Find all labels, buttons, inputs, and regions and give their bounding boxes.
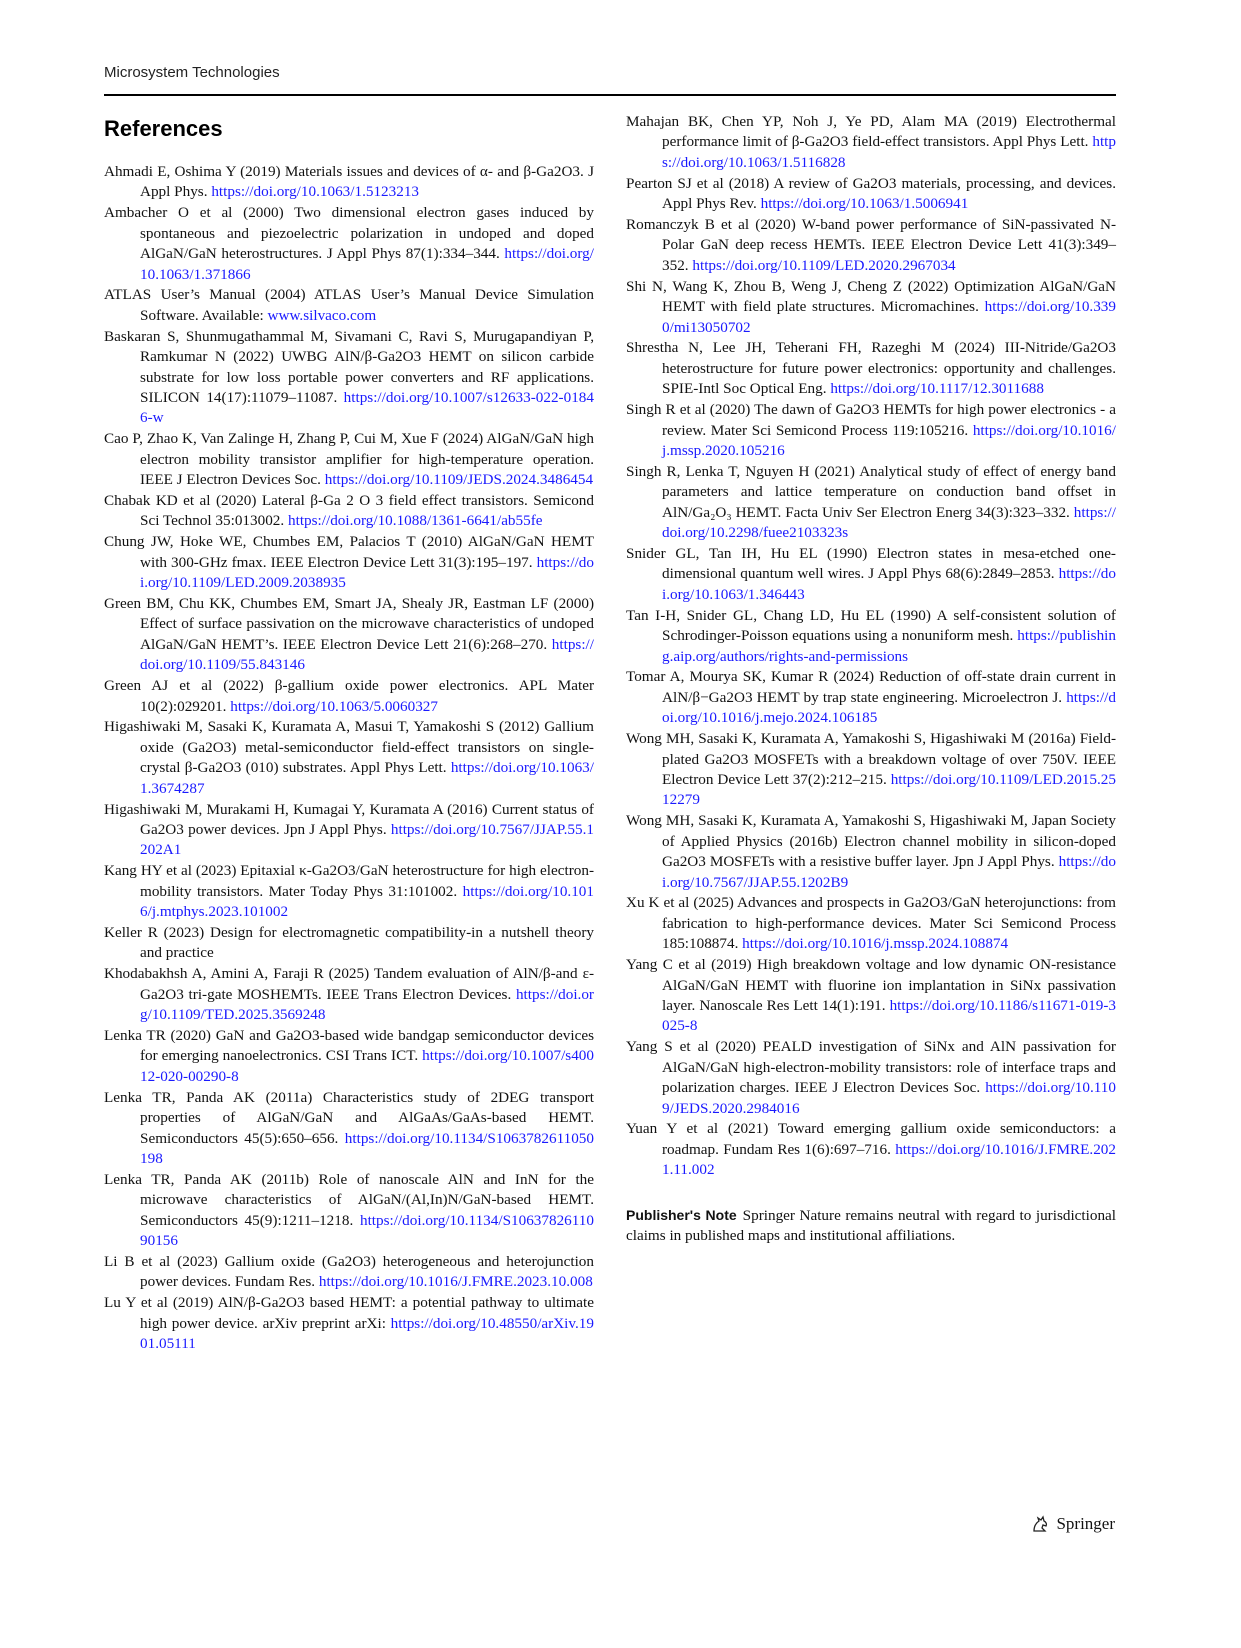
reference-text: Chung JW, Hoke WE, Chumbes EM, Palacios T (2010) AlGaN/GaN HEMT with 300-GHz fmax. IEEE Electron Device Lett 31(3):195–197.: [104, 533, 594, 571]
reference-link[interactable]: https://doi.org/10.1134/S1063782611050198: [140, 1129, 594, 1167]
reference-item: [104, 1088, 594, 1170]
reference-text: Wong MH, Sasaki K, Kuramata A, Yamakoshi S, Higashiwaki M (2016a) Field-plated Ga2O3 MOSFETs with a breakdown voltage of over 750V. IEEE Electron Device Lett 37(2):212–215.: [626, 730, 1116, 788]
reference-item: [626, 544, 1116, 605]
reference-item: [626, 667, 1116, 728]
reference-link[interactable]: https://doi.org/10.1063/1.5006941: [760, 195, 969, 213]
reference-text: ATLAS User’s Manual (2004) ATLAS User’s Manual Device Simulation Software. Available:: [104, 286, 594, 324]
reference-text: Singh R et al (2020) The dawn of Ga2O3 HEMTs for high power electronics - a review. Mater Sci Semicond Process 119:105216.: [626, 401, 1116, 439]
reference-link[interactable]: https://doi.org/10.1016/j.mejo.2024.106185: [662, 688, 1116, 727]
reference-item: [626, 400, 1116, 461]
reference-text: Lu Y et al (2019) AlN/β-Ga2O3 based HEMT: a potential pathway to ultimate high power device. arXiv preprint arXi:: [104, 1294, 594, 1332]
reference-item: [626, 462, 1116, 544]
reference-link[interactable]: https://doi.org/10.1007/s12633-022-01846-w: [140, 388, 594, 427]
reference-item: [626, 811, 1116, 893]
reference-item: [104, 1293, 594, 1354]
reference-item: [104, 800, 594, 861]
reference-item: [626, 215, 1116, 276]
reference-link[interactable]: https://doi.org/10.1109/JEDS.2020.2984016: [662, 1079, 1116, 1117]
reference-item: [104, 861, 594, 922]
reference-item: [626, 955, 1116, 1037]
reference-item: [104, 327, 594, 429]
reference-text: Keller R (2023) Design for electromagnetic compatibility-in a nutshell theory and practice: [104, 924, 594, 962]
reference-text: Shi N, Wang K, Zhou B, Weng J, Cheng Z (2022) Optimization AlGaN/GaN HEMT with field plate structures. Micromachines.: [626, 277, 1116, 316]
reference-item: [626, 606, 1116, 667]
reference-item: [626, 893, 1116, 954]
reference-text: Khodabakhsh A, Amini A, Faraji R (2025) Tandem evaluation of AlN/β-and ε-Ga2O3 tri-gate MOSHEMTs. IEEE Trans Electron Devices.: [104, 965, 594, 1003]
reference-item: [626, 174, 1116, 215]
reference-text: Baskaran S, Shunmugathammal M, Sivamani C, Ravi S, Murugapandiyan P, Ramkumar N (2022) UWBG AlN/β-Ga2O3 HEMT on silicon carbide substrate for low loss portable power converters and RF applications. SILICON 14(17):11079–11087.: [104, 327, 594, 406]
reference-link[interactable]: https://doi.org/10.1063/1.346443: [662, 565, 1116, 603]
reference-link[interactable]: https://doi.org/10.1109/TED.2025.3569248: [140, 985, 594, 1024]
reference-link[interactable]: https://doi.org/10.1016/j.mssp.2020.105216: [662, 421, 1116, 459]
reference-text: Tan I-H, Snider GL, Chang LD, Hu EL (1990) A self-consistent solution of Schrodinger-Poisson equations using a nonuniform mesh.: [626, 606, 1116, 645]
reference-text: Shrestha N, Lee JH, Teherani FH, Razeghi M (2024) III-Nitride/Ga2O3 heterostructure for future power electronics: opportunity and challenges. SPIE-Intl Soc Optical Eng.: [626, 339, 1116, 398]
references-column-left: [104, 112, 594, 1355]
reference-item: [104, 594, 594, 676]
reference-text: Ahmadi E, Oshima Y (2019) Materials issues and devices of α- and β-Ga2O3. J Appl Phys.: [104, 163, 594, 201]
reference-link[interactable]: https://doi.org/10.1134/S1063782611090156: [140, 1211, 594, 1250]
reference-item: [104, 491, 594, 532]
reference-text: Ambacher O et al (2000) Two dimensional electron gases induced by spontaneous and piezoelectric polarization in undoped and doped AlGaN/GaN heterostructures. J Appl Phys 87(1):334–344.: [104, 204, 594, 263]
reference-item: [104, 964, 594, 1025]
reference-text: Lenka TR, Panda AK (2011b) Role of nanoscale AlN and InN for the microwave characteristics of AlGaN/(Al,In)N/GaN-based HEMT. Semiconductors 45(9):1211–1218.: [104, 1170, 594, 1229]
reference-link[interactable]: https://doi.org/10.1063/5.0060327: [230, 697, 438, 715]
reference-link[interactable]: https://doi.org/10.48550/arXiv.1901.05111: [140, 1314, 594, 1353]
reference-list-left: [104, 162, 594, 1355]
running-head: Microsystem Technologies: [104, 64, 280, 81]
footer-publisher: [1030, 1514, 1115, 1534]
reference-item: [626, 338, 1116, 399]
reference-link[interactable]: https://doi.org/10.1109/LED.2020.2967034: [692, 256, 956, 274]
reference-link[interactable]: https://doi.org/10.1088/1361-6641/ab55fe: [288, 512, 543, 530]
reference-text: Pearton SJ et al (2018) A review of Ga2O3 materials, processing, and devices. Appl Phys Rev.: [626, 174, 1116, 213]
reference-item: [626, 729, 1116, 811]
reference-list-right: [626, 112, 1116, 1181]
reference-link[interactable]: https://doi.org/10.1063/1.371866: [140, 245, 594, 283]
reference-link[interactable]: https://doi.org/10.1016/j.mtphys.2023.101002: [140, 882, 594, 921]
references-column-right: [626, 112, 1116, 1246]
reference-link[interactable]: https://doi.org/10.1007/s40012-020-00290-8: [140, 1047, 594, 1085]
reference-text: Tomar A, Mourya SK, Kumar R (2024) Reduction of off-state drain current in AlN/β−Ga2O3 HEMT by trap state engineering. Microelectron J.: [626, 668, 1116, 706]
reference-text: Higashiwaki M, Sasaki K, Kuramata A, Masui T, Yamakoshi S (2012) Gallium oxide (Ga2O3) metal-semiconductor field-effect transistors on single-crystal β-Ga2O3 (010) substrates. Appl Phys Lett.: [104, 718, 594, 777]
reference-text: Li B et al (2023) Gallium oxide (Ga2O3) heterogeneous and heterojunction power devices. Fundam Res.: [104, 1253, 594, 1291]
reference-link[interactable]: https://doi.org/10.1186/s11671-019-3025-8: [662, 996, 1116, 1035]
reference-link[interactable]: https://doi.org/10.1016/J.FMRE.2021.11.002: [662, 1140, 1116, 1179]
reference-item: [626, 1119, 1116, 1180]
reference-link[interactable]: https://doi.org/10.1063/1.5123213: [211, 183, 420, 201]
reference-item: [104, 923, 594, 964]
reference-link[interactable]: https://doi.org/10.1016/j.mssp.2024.108874: [742, 935, 1009, 953]
reference-item: [104, 1252, 594, 1293]
reference-link[interactable]: https://doi.org/10.1109/LED.2009.2038935: [140, 553, 594, 592]
reference-link[interactable]: https://doi.org/10.1117/12.3011688: [830, 380, 1044, 398]
reference-item: [104, 717, 594, 799]
reference-text: Green AJ et al (2022) β-gallium oxide power electronics. APL Mater 10(2):029201.: [104, 677, 594, 715]
header-rule: [104, 94, 1116, 96]
reference-item: [104, 1170, 594, 1252]
reference-item: [104, 285, 594, 326]
reference-item: [104, 203, 594, 285]
reference-text: Higashiwaki M, Murakami H, Kumagai Y, Kuramata A (2016) Current status of Ga2O3 power devices. Jpn J Appl Phys.: [104, 800, 594, 838]
reference-item: [104, 1026, 594, 1087]
reference-text: Lenka TR (2020) GaN and Ga2O3-based wide bandgap semiconductor devices for emerging nanoelectronics. CSI Trans ICT.: [104, 1027, 594, 1065]
reference-text: Yuan Y et al (2021) Toward emerging gallium oxide semiconductors: a roadmap. Fundam Res 1(6):697–716.: [626, 1120, 1116, 1158]
reference-item: [626, 277, 1116, 338]
reference-text: Yang C et al (2019) High breakdown voltage and low dynamic ON-resistance AlGaN/GaN HEMT with fluorine ion implantation in SiNx passivation layer. Nanoscale Res Lett 14(1):191.: [626, 956, 1116, 1014]
publisher-note: [626, 1205, 1116, 1247]
reference-link[interactable]: www.silvaco.com: [267, 306, 377, 324]
reference-text: Yang S et al (2020) PEALD investigation of SiNx and AlN passivation for AlGaN/GaN high-electron-mobility transistors: role of interface traps and polarization charges. IEEE J Electron Devices Soc.: [626, 1038, 1116, 1097]
reference-link[interactable]: https://doi.org/10.3390/mi13050702: [662, 298, 1116, 336]
reference-link[interactable]: https://doi.org/10.1063/1.5116828: [662, 133, 1116, 171]
reference-text: Cao P, Zhao K, Van Zalinge H, Zhang P, Cui M, Xue F (2024) AlGaN/GaN high electron mobility transistor amplifier for high-temperature operation. IEEE J Electron Devices Soc.: [104, 430, 594, 489]
reference-link[interactable]: https://doi.org/10.7567/JJAP.55.1202B9: [662, 853, 1116, 891]
reference-link[interactable]: https://doi.org/10.7567/JJAP.55.1202A1: [140, 821, 594, 859]
reference-item: [104, 162, 594, 203]
publisher-name: Springer: [1056, 1514, 1115, 1533]
reference-link[interactable]: https://doi.org/10.1109/LED.2015.2512279: [662, 771, 1116, 809]
reference-text: Snider GL, Tan IH, Hu EL (1990) Electron states in mesa-etched one-dimensional quantum well wires. J Appl Phys 68(6):2849–2853.: [626, 545, 1116, 583]
reference-text: Romanczyk B et al (2020) W-band power performance of SiN-passivated N-Polar GaN deep recess HEMTs. IEEE Electron Device Lett 41(3):349–352.: [626, 216, 1116, 274]
springer-horse-icon: [1030, 1514, 1050, 1534]
reference-text: Singh R, Lenka T, Nguyen H (2021) Analytical study of effect of energy band parameters and lattice temperature on conduction band offset in AlN/Ga₂O₃ HEMT. Facta Univ Ser Electron Energ 34(3):323–332.: [626, 462, 1116, 521]
reference-text: Lenka TR, Panda AK (2011a) Characteristics study of 2DEG transport properties of AlGaN/GaN and AlGaAs/GaAs-based HEMT. Semiconductors 45(5):650–656.: [104, 1088, 594, 1147]
reference-text: Mahajan BK, Chen YP, Noh J, Ye PD, Alam MA (2019) Electrothermal performance limit of β-Ga2O3 field-effect transistors. Appl Phys Lett.: [626, 113, 1116, 151]
reference-item: [104, 429, 594, 490]
reference-item: [104, 676, 594, 717]
reference-text: Chabak KD et al (2020) Lateral β-Ga 2 O 3 field effect transistors. Semicond Sci Technol 35:013002.: [104, 492, 594, 530]
publisher-note-text: Springer Nature remains neutral with regard to jurisdictional claims in published maps and institutional affiliations.: [626, 1206, 1116, 1245]
reference-link[interactable]: https://doi.org/10.1109/JEDS.2024.3486454: [324, 471, 594, 489]
publisher-note-label: Publisher's Note: [626, 1206, 737, 1223]
reference-item: [104, 532, 594, 593]
reference-text: Green BM, Chu KK, Chumbes EM, Smart JA, Shealy JR, Eastman LF (2000) Effect of surface passivation on the microwave characteristics of undoped AlGaN/GaN HEMT’s. IEEE Electron Device Lett 21(6):268–270.: [104, 595, 594, 653]
section-title: References: [104, 116, 223, 141]
reference-link[interactable]: https://doi.org/10.2298/fuee2103323s: [662, 503, 1116, 542]
reference-item: [626, 112, 1116, 173]
reference-link[interactable]: https://doi.org/10.1016/J.FMRE.2023.10.008: [318, 1273, 593, 1291]
reference-item: [626, 1037, 1116, 1119]
reference-text: Wong MH, Sasaki K, Kuramata A, Yamakoshi S, Higashiwaki M, Japan Society of Applied Physics (2016b) Electron channel mobility in silicon-doped Ga2O3 MOSFETs with a resistive buffer layer. Jpn J Appl Phys.: [626, 812, 1116, 871]
reference-link[interactable]: https://publishing.aip.org/authors/rights-and-permissions: [662, 627, 1116, 665]
reference-text: Xu K et al (2025) Advances and prospects in Ga2O3/GaN heterojunctions: from fabrication to high-performance devices. Mater Sci Semicond Process 185:108874.: [626, 894, 1116, 953]
reference-text: Kang HY et al (2023) Epitaxial κ-Ga2O3/GaN heterostructure for high electron-mobility transistors. Mater Today Phys 31:101002.: [104, 862, 594, 900]
reference-link[interactable]: https://doi.org/10.1109/55.843146: [140, 635, 594, 674]
reference-link[interactable]: https://doi.org/10.1063/1.3674287: [140, 759, 594, 797]
